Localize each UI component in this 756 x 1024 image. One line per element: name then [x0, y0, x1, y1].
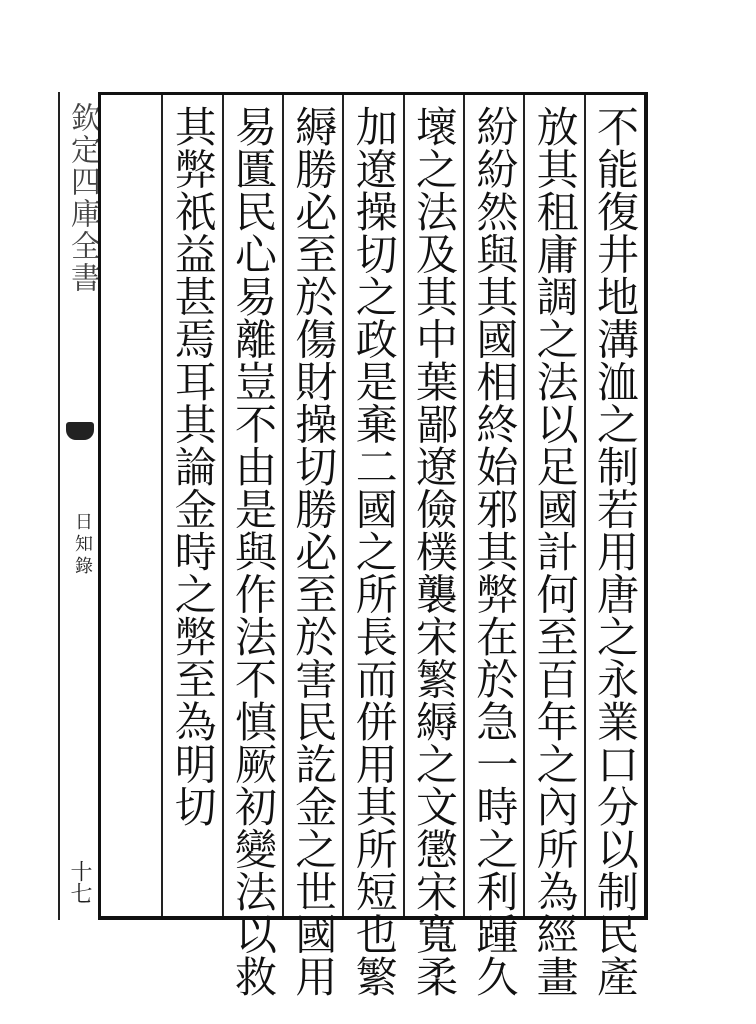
column-text: 縟勝必至於傷財操切勝必至於害民訖金之世國用 [289, 105, 339, 998]
text-column [584, 95, 644, 998]
banxin-page-number: 十七 [67, 860, 92, 904]
column-text: 易匱民心易離豈不由是與作法不慎厥初變法以救 [229, 105, 279, 998]
text-column [463, 95, 523, 998]
fish-tail-mark-icon [66, 422, 94, 440]
text-column [282, 95, 342, 998]
text-column [222, 95, 282, 998]
banxin-title: 欽定四庫全書 [65, 102, 100, 294]
text-column [342, 95, 402, 998]
text-column [403, 95, 463, 998]
column-text: 加遼操切之政是棄二國之所長而併用其所短也繁 [349, 105, 399, 998]
column-text: 不能復井地溝洫之制若用唐之永業口分以制民產 [591, 105, 640, 998]
banxin-strip [58, 92, 102, 920]
column-text: 壞之法及其中葉鄙遼儉樸襲宋繁縟之文懲宋寬柔 [410, 105, 460, 998]
text-columns [101, 95, 644, 998]
text-column [523, 95, 583, 998]
column-text: 其弊祇益甚焉耳其論金時之弊至為明切 [168, 105, 218, 828]
column-text: 放其租庸調之法以足國計何至百年之內所為經畫 [530, 105, 580, 998]
banxin-book-title: 日知錄 [72, 512, 93, 578]
text-column-empty [101, 95, 161, 916]
text-column [161, 95, 221, 916]
column-text: 紛紛然與其國相終始邪其弊在於急一時之利踵久 [470, 105, 520, 998]
